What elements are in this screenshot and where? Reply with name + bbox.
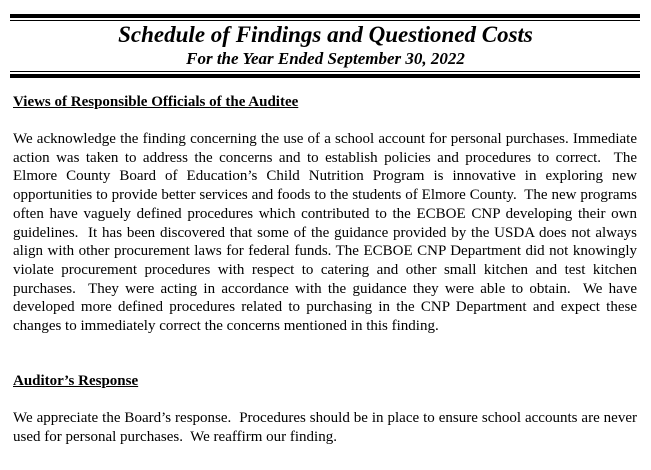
header-rule-top-thick: [10, 14, 640, 18]
page-subtitle: For the Year Ended September 30, 2022: [186, 49, 465, 68]
auditor-response-paragraph: We appreciate the Board’s response. Procedures should be in place to ensure school accounts are never used for personal purchases. We reaffirm our finding.: [13, 410, 641, 445]
page-title: Schedule of Findings and Questioned Costs: [118, 22, 533, 47]
section-heading-auditor-response: Auditor’s Response: [13, 373, 139, 389]
section-heading-officials-views: Views of Responsible Officials of the Auditee: [13, 94, 299, 110]
header-rule-bottom-thick: [10, 74, 640, 78]
header-rule-top-thin: [10, 20, 640, 21]
officials-views-paragraph: We acknowledge the finding concerning the use of a school account for personal purchases. Immediate action was taken to address the concerns and to establish policies and procedures to correct. The Elmore County Board of Education’s Child Nutrition Program is innovative in exploring new opportunities to provide better services and foods to the students of Elmore County. The new programs often have vaguely defined procedures which contributed to the ECBOE CNP developing their own guidelines. It has been discovered that some of the guidance provided by the USDA does not always align with other procurement laws for federal funds. The ECBOE CNP Department did not knowingly violate procurement procedures with respect to catering and other small kitchen and test kitchen purchases. They were acting in accordance with the guidance they were able to obtain. We have developed more defined procedures related to purchasing in the CNP Department and expect these changes to immediately correct the concerns mentioned in this finding.: [13, 131, 641, 335]
header-rule-bottom-thin: [10, 71, 640, 72]
